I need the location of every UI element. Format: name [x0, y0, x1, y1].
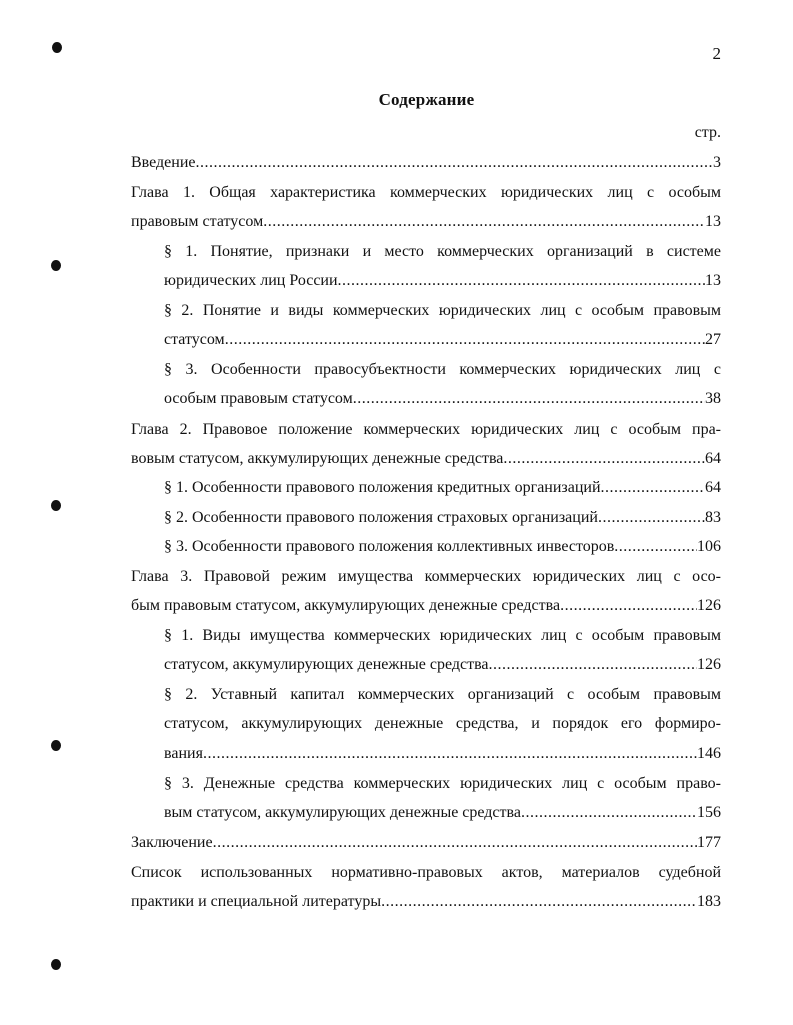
- dot-leader: [353, 389, 705, 409]
- toc-ch3-section-2-line1[interactable]: § 2. Уставный капитал коммерческих организаций с особым правовым: [164, 686, 721, 703]
- dot-leader: [381, 892, 697, 912]
- binding-hole-mark: [51, 959, 61, 970]
- toc-page-number: 126: [697, 656, 721, 673]
- toc-ch3-section-1-line2[interactable]: [164, 655, 721, 675]
- toc-bibliography-line1[interactable]: Список использованных нормативно-правовых актов, материалов судебной: [131, 864, 721, 881]
- toc-bibliography-line2[interactable]: [131, 892, 721, 912]
- dot-leader: [598, 508, 705, 528]
- toc-page-number: 106: [697, 538, 721, 555]
- toc-page-number: 156: [697, 804, 721, 821]
- toc-chapter-1-line1[interactable]: Глава 1. Общая характеристика коммерческих юридических лиц с особым: [131, 184, 721, 201]
- toc-page-number: 146: [697, 745, 721, 762]
- toc-ch2-section-1[interactable]: [164, 478, 721, 498]
- toc-ch1-section-2-line1[interactable]: § 2. Понятие и виды коммерческих юридических лиц с особым правовым: [164, 302, 721, 319]
- toc-ch1-section-3-line1[interactable]: § 3. Особенности правосубъектности коммерческих юридических лиц с: [164, 361, 721, 378]
- toc-page-number: 126: [697, 597, 721, 614]
- toc-entry-text: вания: [164, 745, 203, 762]
- binding-hole-mark: [51, 500, 61, 511]
- toc-page-number: 64: [705, 479, 721, 496]
- dot-leader: [614, 537, 697, 557]
- dot-leader: [521, 803, 697, 823]
- toc-ch1-section-3-line2[interactable]: [164, 389, 721, 409]
- toc-page-number: 38: [705, 390, 721, 407]
- binding-hole-mark: [51, 260, 61, 271]
- dot-leader: [601, 478, 705, 498]
- toc-entry-text: вовым статусом, аккумулирующих денежные средства: [131, 450, 504, 467]
- dot-leader: [213, 833, 697, 853]
- toc-ch3-section-3-line2[interactable]: [164, 803, 721, 823]
- toc-ch1-section-2-line2[interactable]: [164, 330, 721, 350]
- toc-entry-text: § 1. Особенности правового положения кредитных организаций: [164, 479, 601, 496]
- page-number: 2: [712, 44, 721, 63]
- toc-entry-text: особым правовым статусом: [164, 390, 353, 407]
- toc-page-number: 64: [705, 450, 721, 467]
- dot-leader: [560, 596, 697, 616]
- toc-page-number: 13: [705, 213, 721, 230]
- toc-entry-text: бым правовым статусом, аккумулирующих денежные средства: [131, 597, 561, 614]
- toc-page-number: 183: [697, 893, 721, 910]
- dot-leader: [338, 271, 705, 291]
- toc-chapter-2-line1[interactable]: Глава 2. Правовое положение коммерческих юридических лиц с особым пра-: [131, 421, 721, 438]
- toc-page-number: 13: [705, 272, 721, 289]
- toc-entry-text: правовым статусом: [131, 213, 264, 230]
- dot-leader: [225, 330, 705, 350]
- toc-entry-text: юридических лиц России: [164, 272, 338, 289]
- toc-page-number: 83: [705, 509, 721, 526]
- binding-hole-mark: [51, 740, 61, 751]
- dot-leader: [203, 744, 697, 764]
- toc-ch3-section-3-line1[interactable]: § 3. Денежные средства коммерческих юридических лиц с особым право-: [164, 775, 721, 792]
- dot-leader: [263, 212, 705, 232]
- toc-page-number: 3: [713, 154, 721, 171]
- toc-ch3-section-2-line2[interactable]: статусом, аккумулирующих денежные средства, и порядок его формиро-: [164, 715, 721, 732]
- toc-ch3-section-1-line1[interactable]: § 1. Виды имущества коммерческих юридических лиц с особым правовым: [164, 627, 721, 644]
- dot-leader: [196, 153, 714, 173]
- toc-entry-text: Введение: [131, 154, 196, 171]
- toc-entry-text: Заключение: [131, 834, 213, 851]
- binding-hole-mark: [52, 42, 62, 53]
- toc-entry-text: практики и специальной литературы: [131, 893, 382, 910]
- toc-ch1-section-1-line1[interactable]: § 1. Понятие, признаки и место коммерческих организаций в системе: [164, 243, 721, 260]
- dot-leader: [489, 655, 697, 675]
- dot-leader: [503, 449, 705, 469]
- toc-ch2-section-3[interactable]: [164, 537, 721, 557]
- toc-chapter-1-line2[interactable]: [131, 212, 721, 232]
- page-column-label: стр.: [694, 124, 721, 141]
- toc-title: Содержание: [378, 90, 475, 109]
- toc-entry-text: статусом: [164, 331, 225, 348]
- toc-ch1-section-1-line2[interactable]: [164, 271, 721, 291]
- toc-chapter-3-line2[interactable]: [131, 596, 721, 616]
- toc-entry-conclusion[interactable]: [131, 833, 721, 853]
- toc-ch3-section-2-line3[interactable]: [164, 744, 721, 764]
- toc-page-number: 27: [705, 331, 721, 348]
- toc-page-number: 177: [697, 834, 721, 851]
- toc-chapter-2-line2[interactable]: [131, 449, 721, 469]
- toc-entry-text: статусом, аккумулирующих денежные средства: [164, 656, 489, 673]
- toc-ch2-section-2[interactable]: [164, 508, 721, 528]
- toc-chapter-3-line1[interactable]: Глава 3. Правовой режим имущества коммерческих юридических лиц с осо-: [131, 568, 721, 585]
- toc-entry-text: § 2. Особенности правового положения страховых организаций: [164, 509, 598, 526]
- toc-entry-text: § 3. Особенности правового положения коллективных инвесторов: [164, 538, 615, 555]
- toc-entry-intro[interactable]: [131, 153, 721, 173]
- toc-entry-text: вым статусом, аккумулирующих денежные средства: [164, 804, 521, 821]
